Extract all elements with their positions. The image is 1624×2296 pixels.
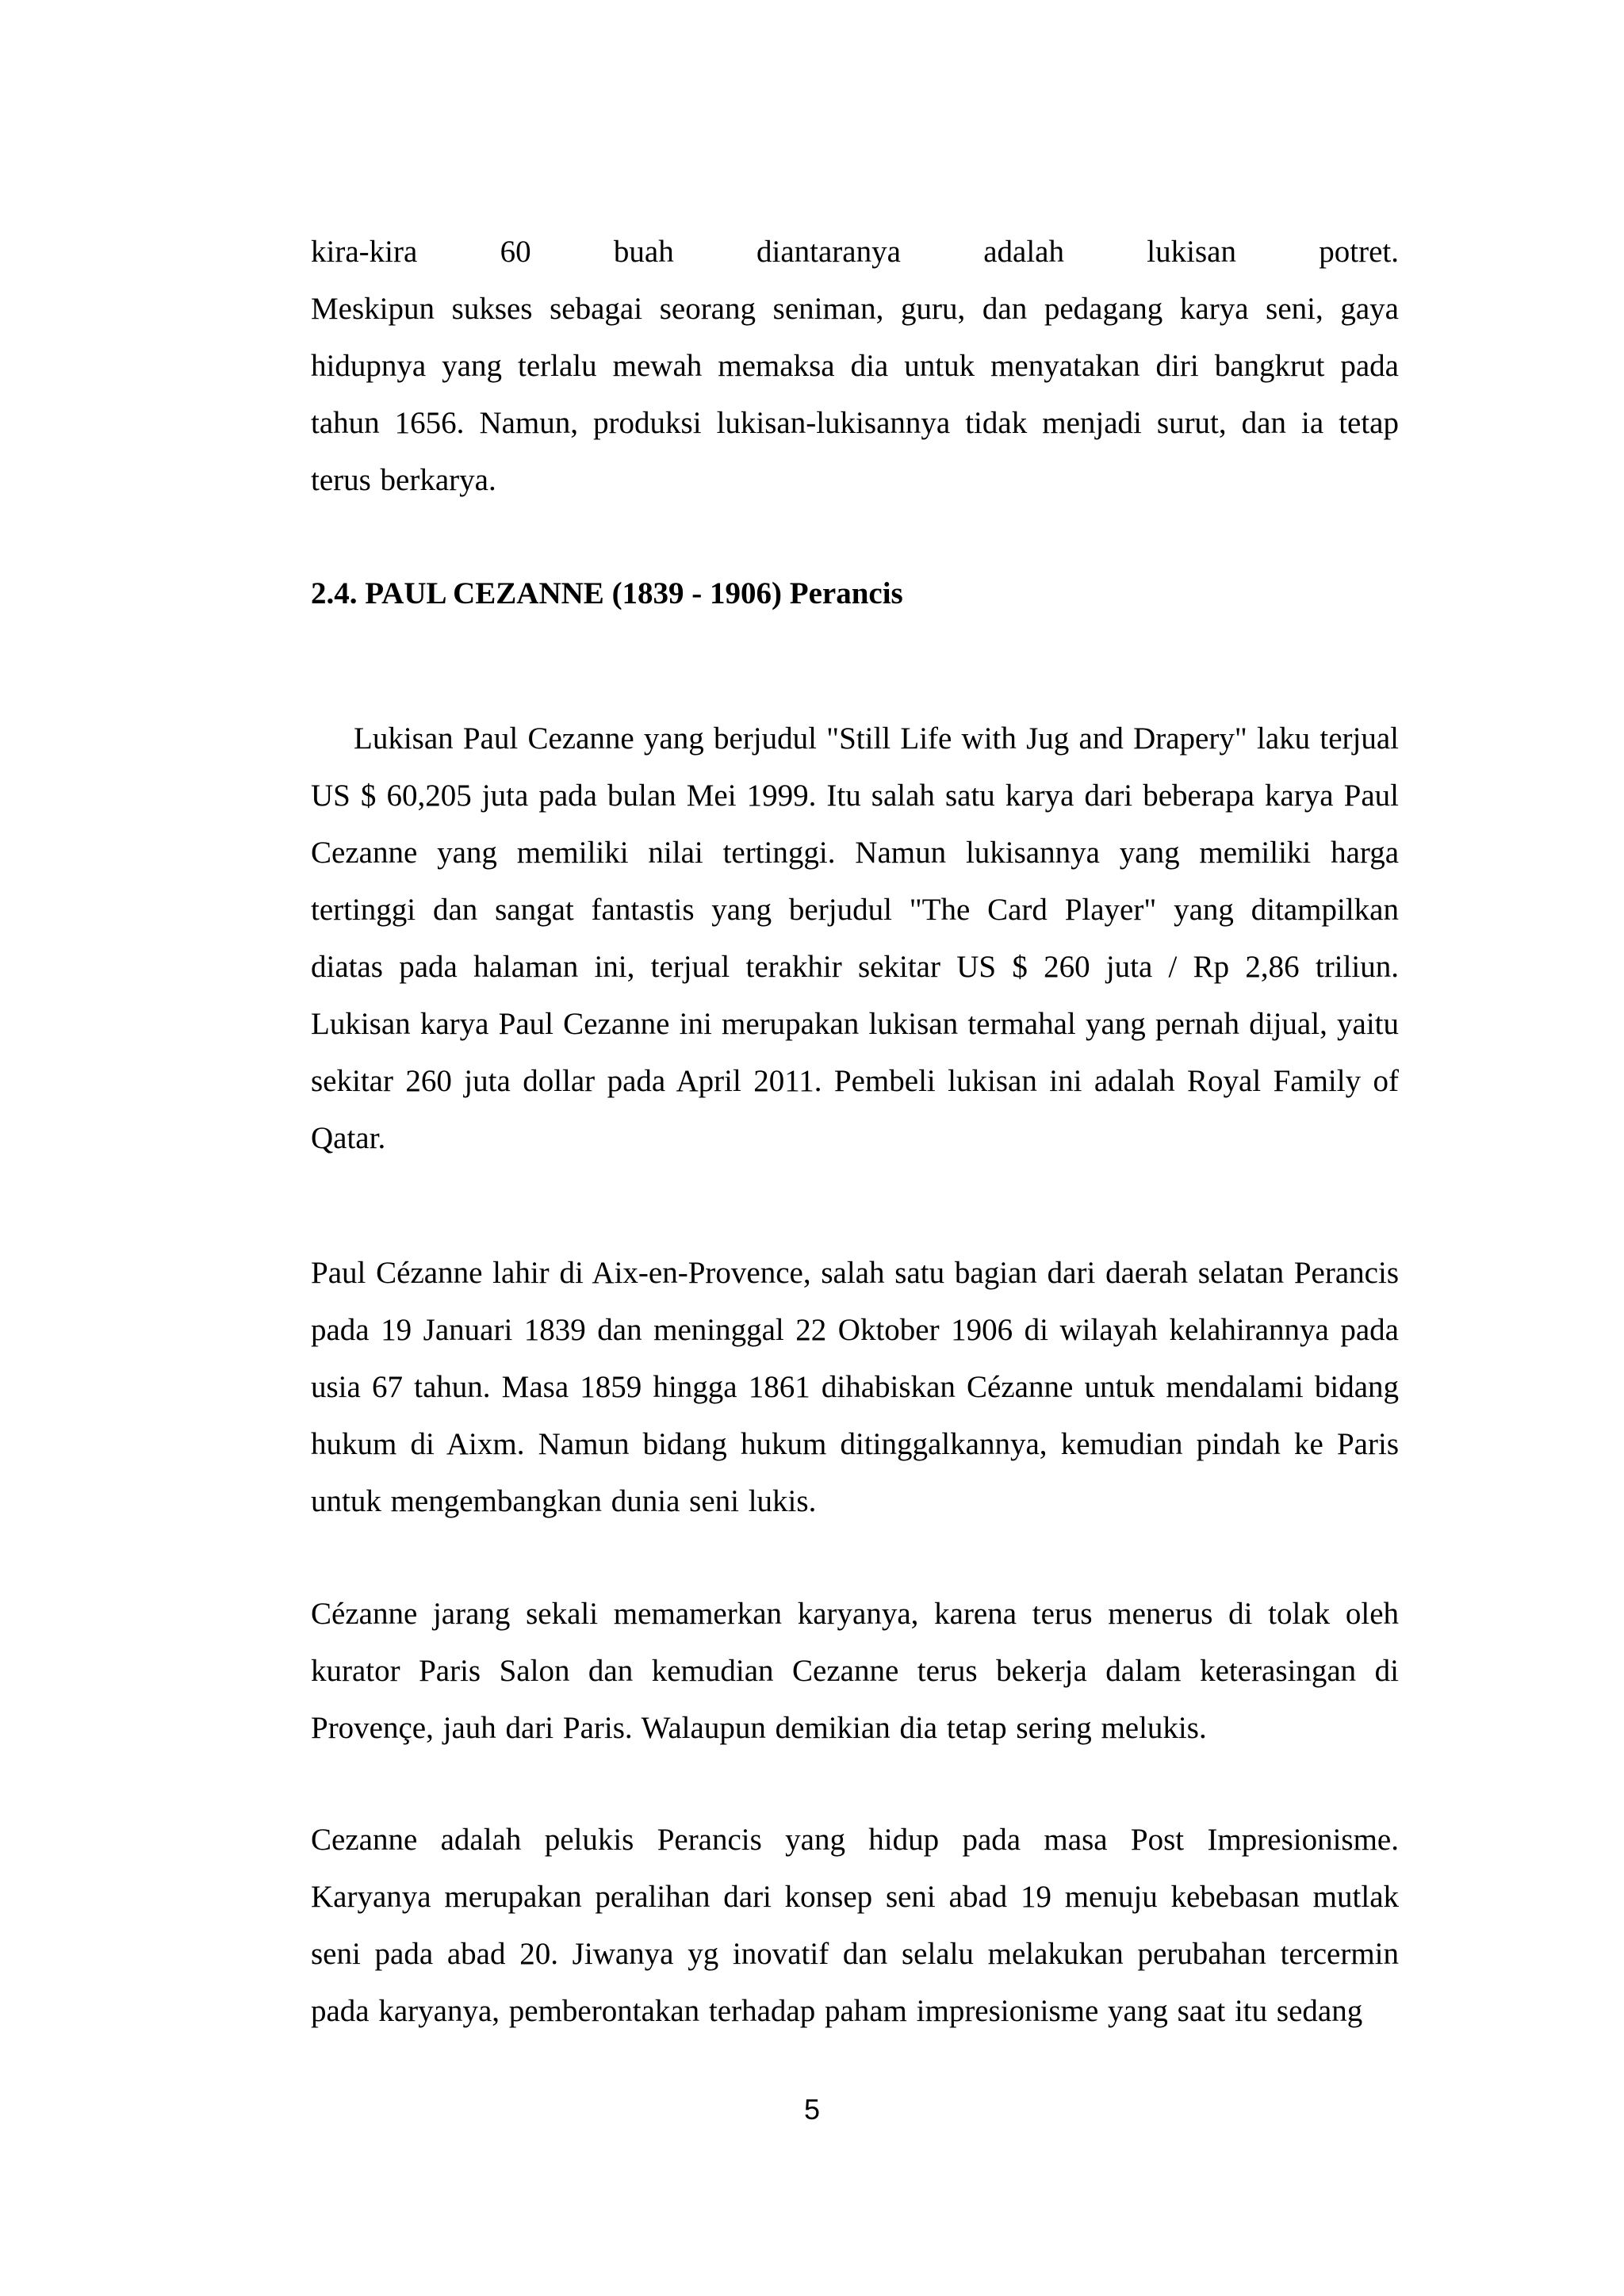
page-number: 5 bbox=[803, 2093, 821, 2126]
section-heading: 2.4. PAUL CEZANNE (1839 - 1906) Perancis bbox=[311, 576, 903, 610]
paragraph-2: Paul Cézanne lahir di Aix-en-Provence, salah satu bagian dari daerah selatan Perancis pada 19 Januari 1839 dan meninggal 22 Oktober 1906 di wilayah kelahirannya pada usia 67 tahun. Masa 1859 hingga 1861 dihabiskan Cézanne untuk mendalami bidang hukum di Aixm. Namun bidang hukum ditinggalkannya, kemudian pindah ke Paris untuk mengembangkan dunia seni lukis. bbox=[311, 1256, 1399, 1518]
paragraph-block-3 bbox=[311, 1586, 1399, 1757]
paragraph-block-1 bbox=[311, 710, 1399, 1167]
paragraph-1: Lukisan Paul Cezanne yang berjudul "Still Life with Jug and Drapery" laku terjual US $ 60,205 juta pada bulan Mei 1999. Itu salah satu karya dari beberapa karya Paul Cezanne yang memiliki nilai tertinggi. Namun lukisannya yang memiliki harga tertinggi dan sangat fantastis yang berjudul "The Card Player" yang ditampilkan diatas pada halaman ini, terjual terakhir sekitar US $ 260 juta / Rp 2,86 triliun. Lukisan karya Paul Cezanne ini merupakan lukisan termahal yang pernah dijual, yaitu sekitar 260 juta dollar pada April 2011. Pembeli lukisan ini adalah Royal Family of Qatar. bbox=[311, 721, 1399, 1155]
paragraph-3: Cézanne jarang sekali memamerkan karyanya, karena terus menerus di tolak oleh kurator Paris Salon dan kemudian Cezanne terus bekerja dalam keterasingan di Provençe, jauh dari Paris. Walaupun demikian dia tetap sering melukis. bbox=[311, 1597, 1399, 1745]
paragraph-block-4 bbox=[311, 1812, 1399, 2040]
continuation-paragraph bbox=[311, 224, 1399, 509]
continuation-first-line: kira-kira 60 buah diantaranya adalah lukisan potret. bbox=[311, 235, 1399, 269]
paragraph-4: Cezanne adalah pelukis Perancis yang hidup pada masa Post Impresionisme. Karyanya merupakan peralihan dari konsep seni abad 19 menuju kebebasan mutlak seni pada abad 20. Jiwanya yg inovatif dan selalu melakukan perubahan tercermin pada karyanya, pemberontakan terhadap paham impresionisme yang saat itu sedang bbox=[311, 1823, 1399, 2028]
paragraph-block-2 bbox=[311, 1245, 1399, 1530]
continuation-body: Meskipun sukses sebagai seorang seniman, guru, dan pedagang karya seni, gaya hidupnya yang terlalu mewah memaksa dia untuk menyatakan diri bangkrut pada tahun 1656. Namun, produksi lukisan-lukisannya tidak menjadi surut, dan ia tetap terus berkarya. bbox=[311, 292, 1399, 497]
